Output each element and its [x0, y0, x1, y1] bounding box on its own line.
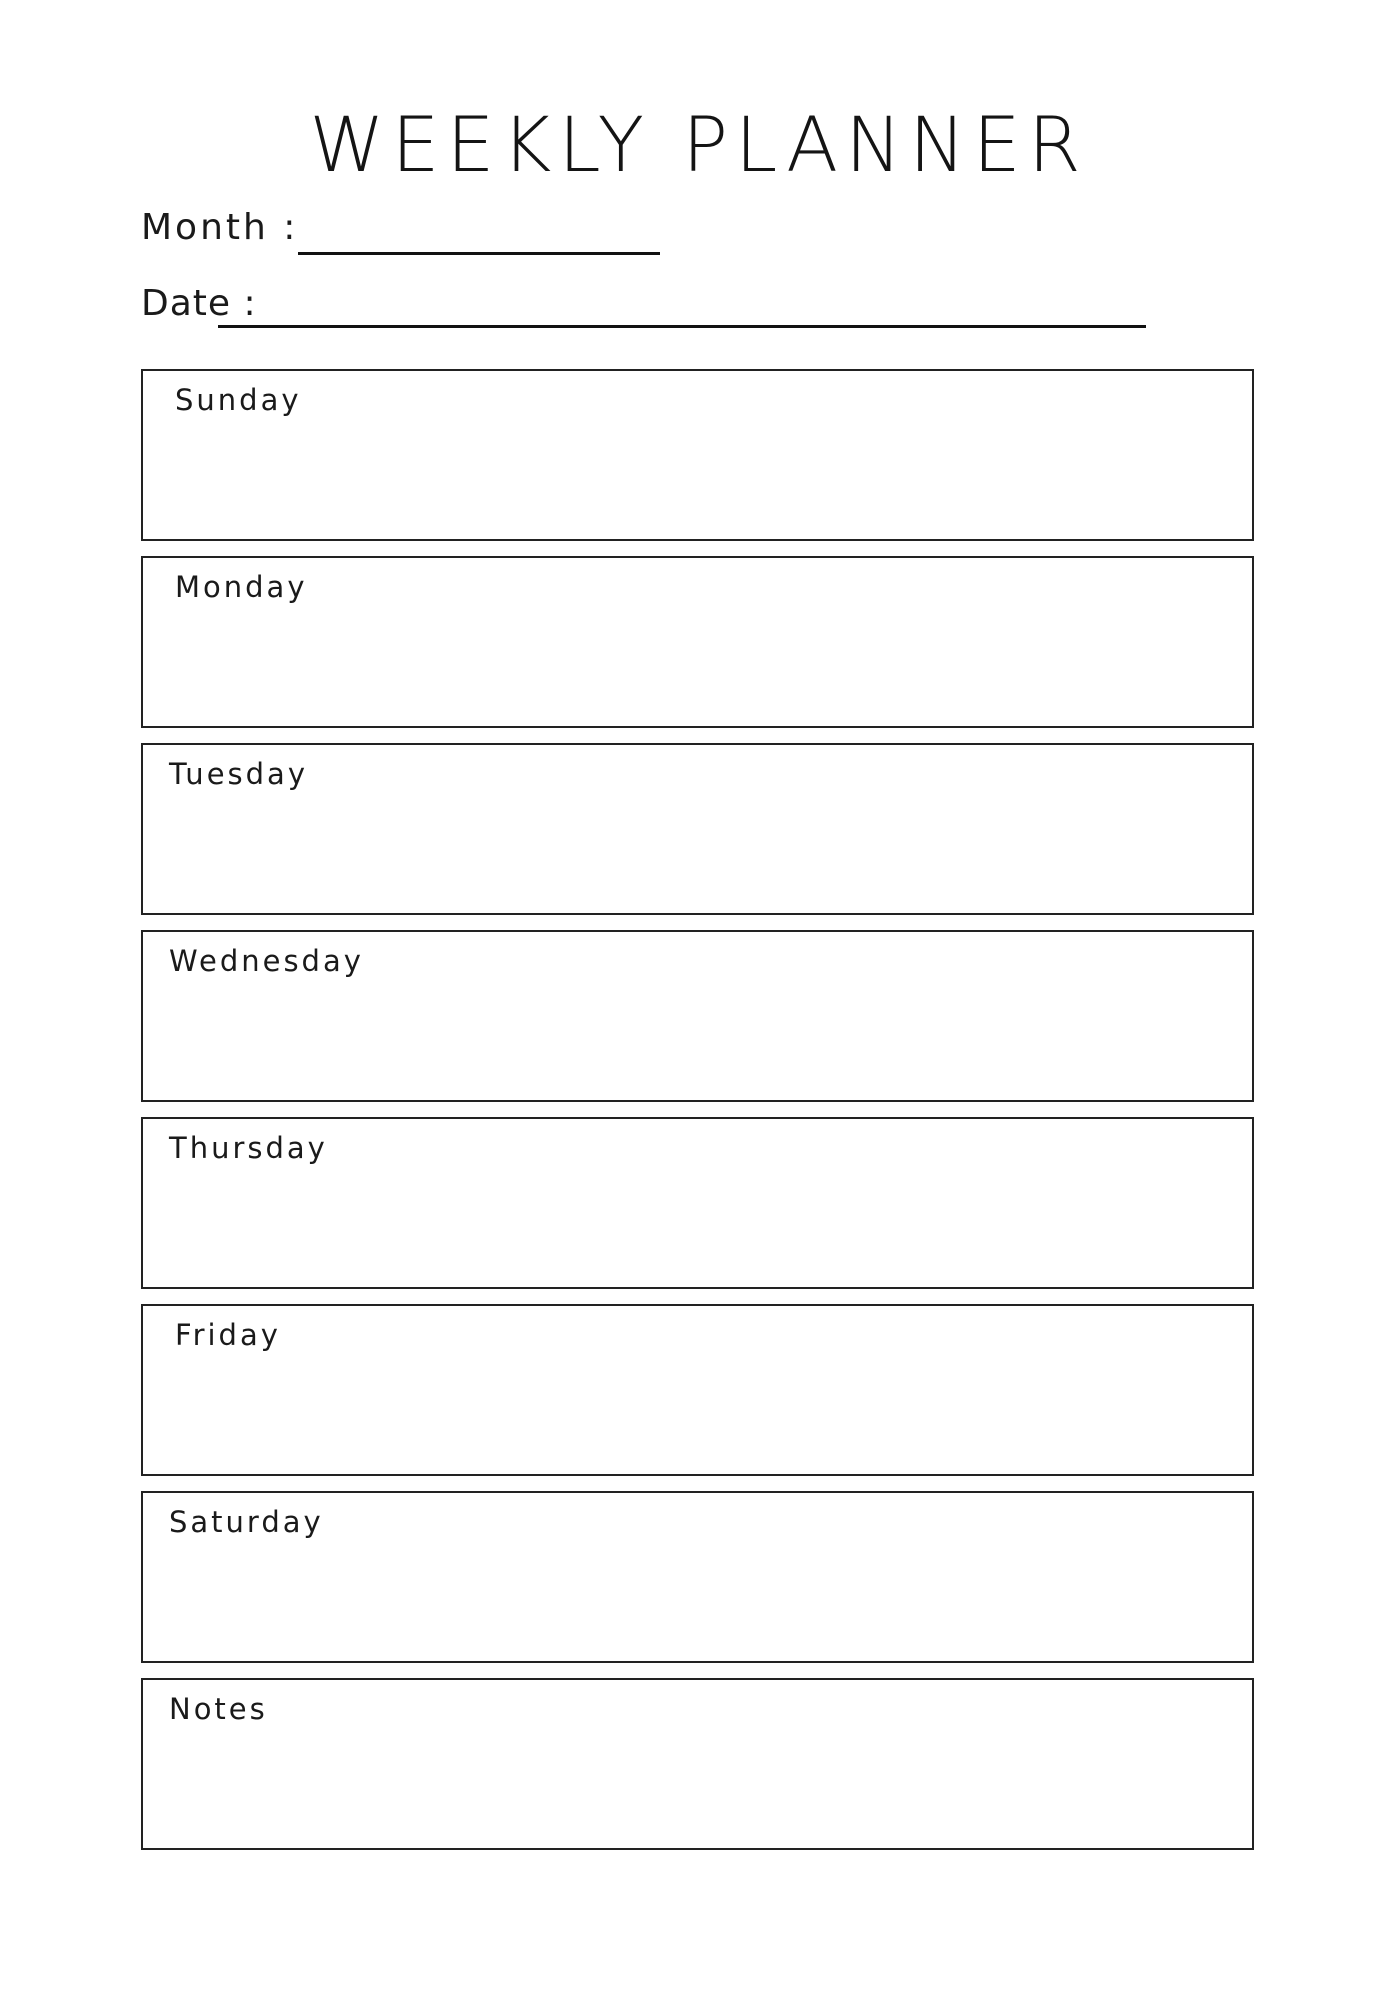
day-box-friday[interactable] [141, 1304, 1254, 1476]
notes-box[interactable] [141, 1678, 1254, 1850]
day-label: Friday [175, 1318, 281, 1352]
date-field[interactable] [218, 325, 1146, 328]
day-box-sunday[interactable] [141, 369, 1254, 541]
day-box-saturday[interactable] [141, 1491, 1254, 1663]
notes-label: Notes [169, 1692, 268, 1726]
day-label: Saturday [169, 1505, 324, 1539]
page-title: WEEKLY PLANNER [309, 100, 1088, 189]
day-box-monday[interactable] [141, 556, 1254, 728]
day-label: Sunday [175, 383, 302, 417]
month-label: Month : [141, 207, 299, 248]
day-box-tuesday[interactable] [141, 743, 1254, 915]
month-field[interactable] [298, 252, 660, 255]
date-label: Date : [141, 283, 257, 324]
day-label: Tuesday [169, 757, 308, 791]
day-box-thursday[interactable] [141, 1117, 1254, 1289]
day-label: Monday [175, 570, 308, 604]
day-label: Wednesday [169, 944, 364, 978]
day-box-wednesday[interactable] [141, 930, 1254, 1102]
day-label: Thursday [169, 1131, 328, 1165]
